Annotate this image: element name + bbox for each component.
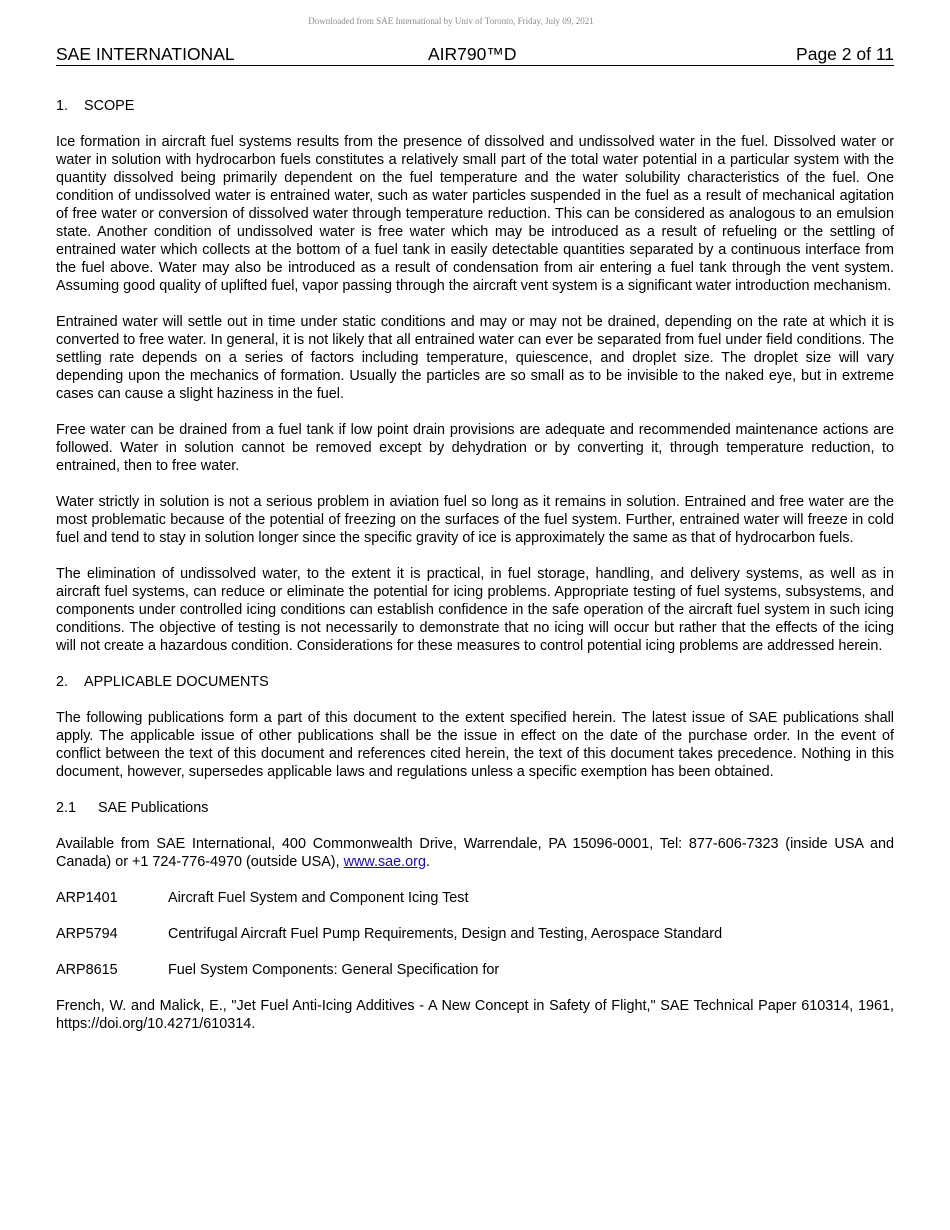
header-doc-id: AIR790™D — [428, 44, 517, 64]
reference-title: Aircraft Fuel System and Component Icing Test — [168, 890, 469, 906]
scope-paragraph-1: Ice formation in aircraft fuel systems results from the presence of dissolved and undissolved water in the fuel. Dissolved water or water in solution with hydrocarbon fuels constitutes a relatively small part of the total water potential in a particular system with the quantity dissolved being primarily dependent on the fuel temperature and the water solubility characteristics of the fuel. One condition of undissolved water is entrained water, such as water particles suspended in the fuel as a result of mechanical agitation of free water or conversion of dissolved water through temperature reduction. This can be considered as analogous to an emulsion state. Another condition of undissolved water is free water which may be introduced as a result of refueling or the settling of entrained water which collects at the bottom of a fuel tank in easily detectable quantities separated by a continuous interface from the fuel above. Water may also be introduced as a result of condensation from air entering a fuel tank through the vent system. Assuming good quality of uplifted fuel, vapor passing through the aircraft vent system is a significant water introduction mechanism. — [56, 134, 894, 294]
section-title: SCOPE — [84, 98, 135, 114]
scope-paragraph-2: Entrained water will settle out in time under static conditions and may or may not be drained, depending on the rate at which it is converted to free water. In general, it is not likely that all entrained water can ever be separated from fuel under field conditions. The settling rate depends on a series of factors including temperature, quiescence, and droplet size. The droplet size will vary depending upon the mechanics of formation. Usually the particles are so small as to be invisible to the naked eye, but in extreme cases can cause a slight haziness in the fuel. — [56, 314, 894, 402]
header-org: SAE INTERNATIONAL — [56, 44, 235, 64]
availability-end: . — [425, 854, 430, 870]
reference-title: Centrifugal Aircraft Fuel Pump Requirements, Design and Testing, Aerospace Standard — [168, 926, 723, 942]
subsection-number: 2.1 — [56, 800, 77, 816]
document-body — [56, 97, 894, 1051]
scope-paragraph-5: The elimination of undissolved water, to the extent it is practical, in fuel storage, handling, and delivery systems, as well as in aircraft fuel systems, can reduce or eliminate the potential for icing problems. Appropriate testing of fuel systems, subsystems, and components under controlled icing conditions can establish confidence in the safe operation of the aircraft fuel system in such icing conditions. The objective of testing is not necessarily to demonstrate that no icing will occur but rather that the effects of the icing will not create a hazardous condition. Considerations for these measures to control potential icing problems are addressed herein. — [56, 566, 894, 654]
reference-item — [56, 889, 894, 907]
reference-code: ARP5794 — [56, 926, 118, 942]
reference-item — [56, 925, 894, 943]
section-title: APPLICABLE DOCUMENTS — [84, 674, 269, 690]
scope-paragraph-4: Water strictly in solution is not a serious problem in aviation fuel so long as it remains in solution. Entrained and free water are the most problematic because of the potential of freezing on the surfaces of the fuel system. Further, entrained water will freeze in cold fuel and tend to stay in solution longer since the specific gravity of ice is approximately the same as that of hydrocarbon fuels. — [56, 494, 894, 546]
section-heading-scope — [56, 97, 894, 115]
subsection-heading-sae-publications — [56, 799, 894, 817]
section-number: 1. — [56, 98, 69, 114]
header-page-number: Page 2 of 11 — [796, 44, 894, 64]
applicable-documents-paragraph: The following publications form a part of this document to the extent specified herein. The latest issue of SAE publications shall apply. The applicable issue of other publications shall be the issue in effect on the date of the purchase order. In the event of conflict between the text of this document and references cited herein, the text of this document takes precedence. Nothing in this document, however, supersedes applicable laws and regulations unless a specific exemption has been obtained. — [56, 710, 894, 780]
availability-text: Available from SAE International, 400 Commonwealth Drive, Warrendale, PA 15096-0001, Tel: 877-606-7323 (inside USA and Canada) or +1 724-776-4970 (outside USA), — [56, 836, 894, 870]
scope-paragraph-3: Free water can be drained from a fuel tank if low point drain provisions are adequate and recommended maintenance actions are followed. Water in solution cannot be removed except by dehydration or by converting it, through temperature reduction, to entrained, then to free water. — [56, 422, 894, 474]
download-watermark: Downloaded from SAE International by Univ of Toronto, Friday, July 09, 2021 — [308, 16, 594, 26]
subsection-title: SAE Publications — [98, 800, 209, 816]
section-number: 2. — [56, 674, 69, 690]
paper-citation: French, W. and Malick, E., "Jet Fuel Anti-Icing Additives - A New Concept in Safety of Flight," SAE Technical Paper 610314, 1961, https://doi.org/10.4271/610314. — [56, 998, 894, 1032]
reference-code: ARP1401 — [56, 890, 118, 906]
section-heading-applicable-documents — [56, 673, 894, 691]
sae-website-link[interactable]: www.sae.org — [343, 854, 426, 870]
reference-code: ARP8615 — [56, 962, 118, 978]
reference-item — [56, 961, 894, 979]
page-header — [56, 44, 894, 66]
reference-title: Fuel System Components: General Specification for — [168, 962, 500, 978]
availability-paragraph — [56, 835, 894, 871]
